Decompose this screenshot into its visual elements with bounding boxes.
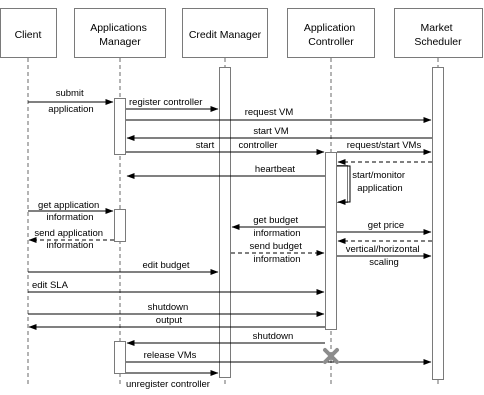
label-send-budget-information: send budget information bbox=[249, 241, 302, 265]
participant-credit-manager: Credit Manager bbox=[188, 29, 262, 41]
label-shutdown-1: shutdown bbox=[147, 302, 189, 313]
label-get-price: get price bbox=[367, 220, 405, 231]
label-unregister-controller: unregister controller bbox=[126, 379, 210, 390]
label-release-vms: release VMs bbox=[143, 350, 197, 361]
activation-applications-manager-2 bbox=[115, 210, 126, 242]
label-heartbeat: heartbeat bbox=[254, 164, 296, 175]
label-vertical-horizontal-scaling: vertical/horizontal scaling bbox=[345, 244, 420, 268]
activation-application-controller bbox=[326, 153, 337, 330]
activation-credit-manager bbox=[220, 68, 231, 378]
activation-applications-manager-1 bbox=[115, 99, 126, 155]
label-edit-budget: edit budget bbox=[142, 260, 190, 271]
participant-applications-manager: Applications Manager bbox=[90, 22, 147, 48]
label-shutdown-2: shutdown bbox=[252, 331, 294, 342]
participant-client: Client bbox=[14, 29, 42, 41]
label-start: start bbox=[195, 140, 215, 151]
label-request-start-vms: request/start VMs bbox=[346, 140, 422, 151]
label-send-application-information: send application information bbox=[34, 228, 104, 251]
label-submit-application: submit application bbox=[48, 88, 94, 115]
participant-market-scheduler: Market Scheduler bbox=[414, 22, 462, 48]
participant-application-controller: Application Controller bbox=[303, 22, 356, 48]
label-controller: controller bbox=[238, 140, 278, 151]
label-get-budget-information: get budget information bbox=[253, 215, 301, 239]
label-start-vm: start VM bbox=[253, 126, 289, 137]
label-register-controller: register controller bbox=[129, 97, 203, 108]
label-start-monitor-application: start/monitor application bbox=[352, 170, 406, 194]
label-request-vm: request VM bbox=[244, 107, 294, 118]
activation-application-controller-nested bbox=[337, 166, 348, 203]
label-get-application-information: get application information bbox=[38, 200, 100, 223]
activation-market-scheduler bbox=[433, 68, 444, 380]
label-edit-sla: edit SLA bbox=[32, 280, 68, 291]
label-output: output bbox=[155, 315, 183, 326]
activation-applications-manager-3 bbox=[115, 342, 126, 374]
